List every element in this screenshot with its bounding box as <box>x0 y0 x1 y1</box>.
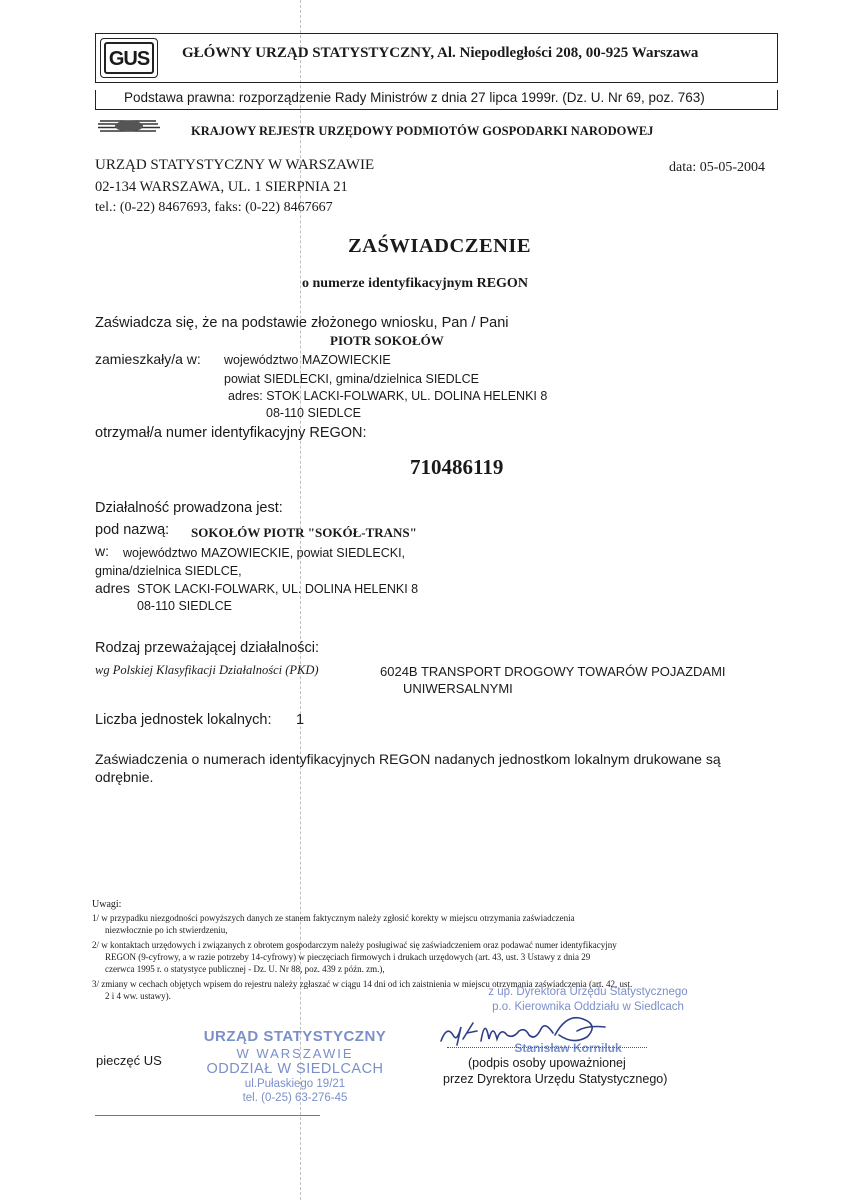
document-title: ZAŚWIADCZENIE <box>348 235 532 257</box>
person-district: powiat SIEDLECKI, gmina/dzielnica SIEDLCE <box>224 372 479 386</box>
person-postal: 08-110 SIEDLCE <box>266 406 361 420</box>
seal-label: pieczęć US <box>96 1053 162 1068</box>
remark-line: 2/ w kontaktach urzędowych i związanych z obrotem gospodarczym należy posługiwać się zaświadczeniem oraz podawać numer identyfikacyjny <box>92 940 617 950</box>
remark-line: 2 i 4 ww. ustawy). <box>105 991 171 1001</box>
signature-line <box>447 1047 647 1048</box>
regon-number: 710486119 <box>410 455 504 479</box>
activity-line-1: 6024B TRANSPORT DROGOWY TOWARÓW POJAZDAMI <box>380 664 726 679</box>
official-stamp-name: Stanisław Korniluk <box>514 1041 622 1055</box>
local-units-note-1: Zaświadczenia o numerach identyfikacyjnych REGON nadanych jednostkom lokalnym drukowane są <box>95 751 721 767</box>
local-units-note-2: odrębnie. <box>95 769 154 785</box>
institution-header: GŁÓWNY URZĄD STATYSTYCZNY, Al. Niepodległości 208, 00-925 Warszawa <box>182 45 699 61</box>
legal-basis: Podstawa prawna: rozporządzenie Rady Ministrów z dnia 27 lipca 1999r. (Dz. U. Nr 69, poz. 763) <box>124 90 705 105</box>
pkd-note: wg Polskiej Klasyfikacji Działalności (PKD) <box>95 663 319 677</box>
remark-line: 3/ zmiany w cechach objętych wpisem do rejestru należy zgłaszać w ciągu 14 dni od ich zaistnienia w miejscu otrzymania zaświadczenia (art. 42, ust. <box>92 979 633 989</box>
local-units-value: 1 <box>296 712 305 728</box>
business-name-label: pod nazwą: <box>95 522 170 538</box>
issuer-address: 02-134 WARSZAWA, UL. 1 SIERPNIA 21 <box>95 179 348 195</box>
document-subtitle: o numerze identyfikacyjnym REGON <box>302 276 528 291</box>
person-voivodeship: województwo MAZOWIECKIE <box>224 353 391 367</box>
business-address-label: adres <box>95 580 131 596</box>
resident-label: zamieszkały/a w: <box>95 351 201 367</box>
business-location-2: gmina/dzielnica SIEDLCE, <box>95 564 242 578</box>
person-name: PIOTR SOKOŁÓW <box>330 333 444 348</box>
business-name: SOKOŁÓW PIOTR "SOKÓŁ-TRANS" <box>191 525 417 540</box>
office-stamp-line-1: URZĄD STATYSTYCZNY <box>203 1028 387 1045</box>
business-postal: 08-110 SIEDLCE <box>137 599 232 613</box>
activity-label: Rodzaj przeważającej działalności: <box>95 640 320 656</box>
bottom-rule <box>95 1115 320 1116</box>
official-stamp-line-2: p.o. Kierownika Oddziału w Siedlcach <box>492 1001 684 1013</box>
business-address: STOK LACKI-FOLWARK, UL. DOLINA HELENKI 8 <box>137 582 419 596</box>
remarks-heading: Uwagi: <box>92 899 122 910</box>
remark-line: 1/ w przypadku niezgodności powyższych danych ze stanem faktycznym należy zgłosić korekty w miejscu otrzymania zaświadczenia <box>92 913 575 923</box>
gus-logo <box>100 38 158 78</box>
business-in-label: w: <box>95 543 109 559</box>
person-address: adres: STOK LACKI-FOLWARK, UL. DOLINA HELENKI 8 <box>228 389 548 403</box>
person-intro: Zaświadcza się, że na podstawie złożonego wniosku, Pan / Pani <box>95 315 509 331</box>
gus-logo-text: GUS <box>104 42 154 74</box>
regon-register-logo <box>98 118 160 134</box>
office-stamp-line-5: tel. (0-25) 63-276-45 <box>242 1092 348 1104</box>
business-intro: Działalność prowadzona jest: <box>95 500 283 516</box>
handwritten-signature <box>437 1005 617 1050</box>
business-location-1: województwo MAZOWIECKIE, powiat SIEDLECKI, <box>123 546 406 560</box>
local-units-label: Liczba jednostek lokalnych: <box>95 712 272 728</box>
signature-label-1: (podpis osoby upoważnionej <box>468 1056 626 1070</box>
received-label: otrzymał/a numer identyfikacyjny REGON: <box>95 425 367 441</box>
official-stamp-line-1: z up. Dyrektora Urzędu Statystycznego <box>488 986 688 998</box>
issue-date: data: 05-05-2004 <box>669 160 766 175</box>
remark-line: czerwca 1995 r. o statystyce publicznej - Dz. U. Nr 88, poz. 439 z późn. zm.), <box>105 964 385 974</box>
office-stamp-line-4: ul.Pułaskiego 19/21 <box>244 1078 346 1090</box>
remark-line: niezwłocznie po ich stwierdzeniu, <box>105 925 228 935</box>
register-title: KRAJOWY REJESTR URZĘDOWY PODMIOTÓW GOSPODARKI NARODOWEJ <box>191 124 654 138</box>
signature-label-2: przez Dyrektora Urzędu Statystycznego) <box>443 1072 668 1086</box>
issuer-phones: tel.: (0-22) 8467693, faks: (0-22) 8467667 <box>95 200 333 215</box>
activity-line-2: UNIWERSALNYMI <box>403 681 513 696</box>
issuer-name: URZĄD STATYSTYCZNY W WARSZAWIE <box>95 157 375 173</box>
remark-line: REGON (9-cyfrowy, a w razie potrzeby 14-cyfrowy) w pieczęciach firmowych i drukach urzędowych (art. 43, ust. 3 Ustawy z dnia 29 <box>105 952 591 962</box>
office-stamp-line-3: ODDZIAŁ W SIEDLCACH <box>206 1061 384 1077</box>
office-stamp-line-2: W WARSZAWIE <box>236 1046 354 1061</box>
